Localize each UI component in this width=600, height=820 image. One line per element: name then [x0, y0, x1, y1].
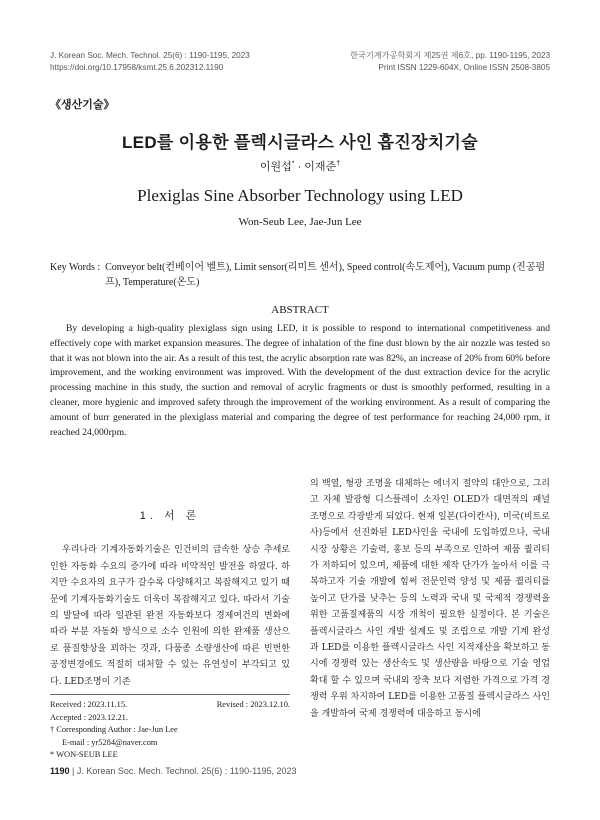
section-heading-introduction: 1. 서 론 [139, 510, 201, 522]
author-separator: · [294, 161, 305, 173]
author-2-mark: † [336, 160, 341, 168]
authors-korean [0, 158, 600, 174]
body-column-right [310, 476, 550, 722]
title-english: Plexiglas Sine Absorber Technology using LED [137, 186, 463, 205]
keywords-label: Key Words : [50, 262, 101, 273]
abstract-heading: ABSTRACT [271, 304, 329, 316]
running-header-right [350, 50, 550, 74]
accepted-date: Accepted : 2023.12.21. [50, 712, 128, 722]
author-1-mark: * [291, 160, 295, 168]
corresponding-email[interactable]: E-mail : yr5284@naver.com [62, 737, 158, 747]
page-footer [50, 766, 297, 776]
keywords-list: Conveyor belt(컨베이어 벨트), Limit sensor(리미트 센서), Speed control(속도제어), Vacuum pump (진공펌프), Temperature(온도) [105, 262, 546, 288]
doi-link[interactable]: https://doi.org/10.17958/ksmt.25.6.202312.1190 [50, 63, 224, 72]
page-number: 1190 [50, 766, 70, 776]
author-1-name: 이원섭 [259, 161, 292, 173]
journal-citation: J. Korean Soc. Mech. Technol. 25(6) : 1190-1195, 2023 [50, 51, 250, 60]
footer-journal: | J. Korean Soc. Mech. Technol. 25(6) : 1190-1195, 2023 [69, 766, 297, 776]
body-column-left [50, 508, 290, 690]
authors-english: Won-Seub Lee, Jae-Jun Lee [238, 216, 362, 228]
keywords [50, 260, 550, 290]
article-category: 《생산기술》 [50, 99, 115, 111]
journal-citation-ko: 한국기계가공학회지 제25권 제6호, pp. 1190-1195, 2023 [350, 51, 550, 60]
received-date: Received : 2023.11.15. [50, 700, 128, 709]
date-row [50, 699, 290, 712]
introduction-paragraph-continued: 의 백열, 형광 조명을 대체하는 에너지 절약의 대안으로, 그리고 자체 발광형 디스플레이 소자인 OLED가 대면적의 패널 조명으로 각광받게 되었다. 현재 일본(다이칸사), 미국(비트로사)등에서 선진화된 LED사인을 국내에 도입하였으나, 국내 시장 상황은 기술력, 홍보 등의 부족으로 인하여 제품 퀄리티가 저하되어 있으며, 제품에 대한 제작 단가가 높아서 이를 극복하고자 기술 개발에 힘써 전문인력 양성 및 제품 퀄리티를 높이고 단가를 낮추는 등의 노력과 국내 및 국제적 경쟁력을 위한 고품질제품의 시장 개척이 필요한 실정이다. 본 기술은 플렉시글라스 사인 개발 설계도 및 조립으로 개발 기계 완성과 LED를 이용한 플렉시글라스 사인 지적재산을 확보하고 동시에 경쟁력 있는 생산속도 및 생산량을 바탕으로 기술 영업 확대 할 수 있으며 국내외 장축 보다 저렴한 가격으로 가격 경쟁력 우위 차지하여 LED를 이용한 고품질 플렉시글라스 사인을 개발하여 국제 경쟁력에 대응하고 동시에 [310, 479, 550, 719]
footnote-divider [50, 694, 290, 695]
author-2-name: 이재준 [304, 161, 337, 173]
abstract-body: By developing a high-quality plexiglass sign using LED, it is possible to respond to international competitiveness and effectively cope with market expansion measures. The degree of inhalation of the fine dust blown by the air nozzle was tested so that it was not blown into the air. As a result of this test, the acrylic absorption rate was 82%, an increase of 20% from 60% before improvement, and the working environment was improved. With the development of the dust extraction device for the acrylic processing machine in this study, the suction and removal of acrylic fragments or dust is smoothly performed, resulting in a cleaner, more hygienic and improved safety through the improvement of the working environment. As a result of comparing the amount of burr generated in the plexiglass material and comparing the degree of test performance for reaching 24,000 rpm, it reached 24,000rpm. [50, 323, 550, 438]
footnotes [50, 699, 290, 762]
revised-date: Revised : 2023.12.10. [216, 700, 290, 709]
running-header-left [50, 50, 250, 74]
issn-line: Print ISSN 1229-604X, Online ISSN 2508-3805 [378, 63, 550, 72]
introduction-paragraph-1: 우리나라 기계자동화기술은 인건비의 급속한 상승 추세로 인한 자동화 수요의 증가에 따라 비약적인 발전을 하였다. 하지만 수요자의 요구가 갈수록 다양해지고 복잡해지고 있기 때문에 기계자동화기술도 더욱더 복잡해지고 있다. 따라서 기술의 발달에 따라 일관된 완전 자동화보다 경제여건의 변화에 따라 부분 자동화 방식으로 소수 인원에 의한 완제품 생산으로 품질향상을 꾀하는 것과, 다품종 소량생산에 따른 빈번한 공정변경에도 적절히 대처할 수 있는 유연성이 부각되고 있다. LED조명이 기존 [50, 545, 290, 687]
coauthor-note: * WON-SEUB LEE [50, 750, 118, 760]
title-korean: LED를 이용한 플렉시글라스 사인 흡진장치기술 [122, 133, 478, 152]
corresponding-author: † Corresponding Author : Jae-Jun Lee [50, 725, 178, 735]
